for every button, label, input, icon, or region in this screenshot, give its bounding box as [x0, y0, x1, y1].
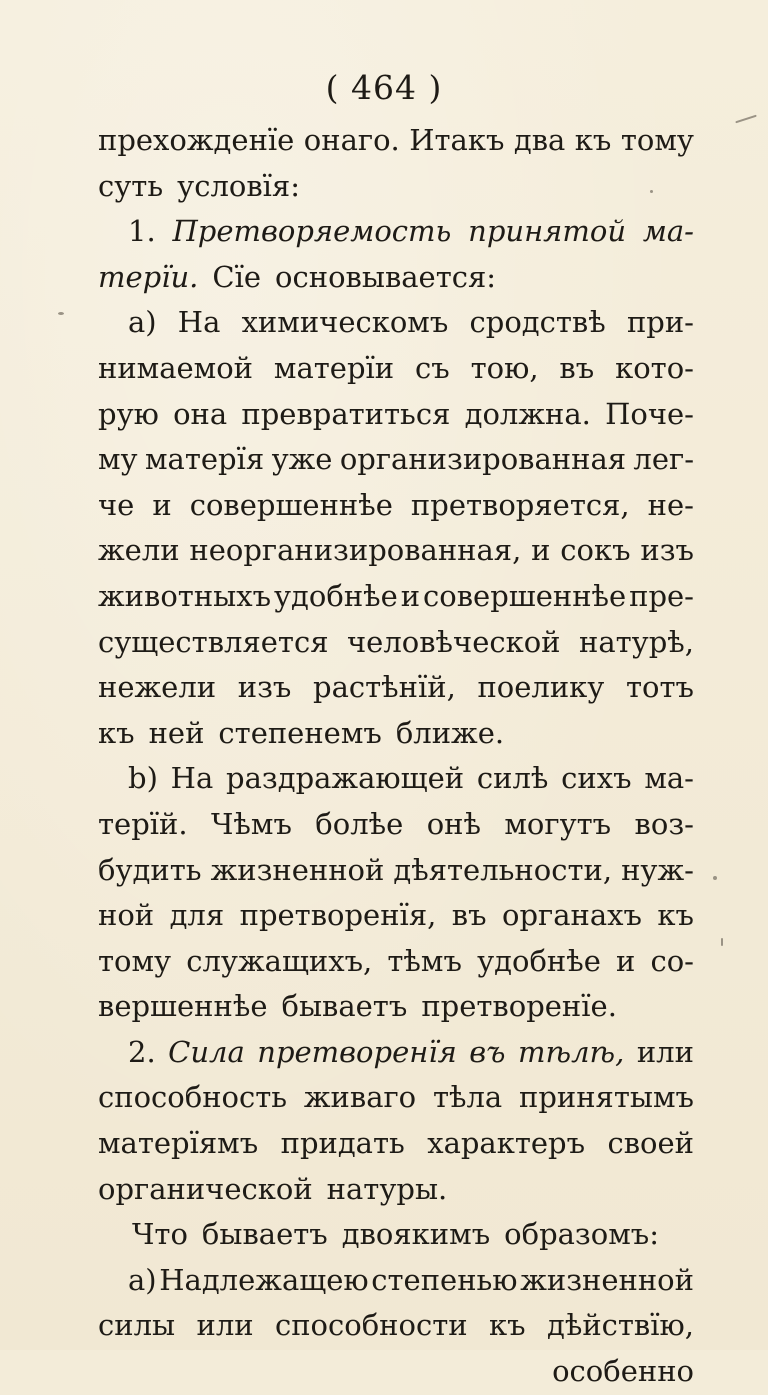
word: условїя:	[177, 168, 300, 203]
text-line	[98, 1030, 694, 1076]
word: 2.	[128, 1034, 156, 1069]
paper-speck	[58, 312, 64, 315]
word: для	[169, 898, 225, 933]
page-number: ( 464 )	[325, 68, 443, 107]
word: бываетъ	[281, 989, 408, 1024]
word: растѣнїй,	[313, 670, 456, 705]
text-line	[98, 711, 694, 757]
word: лег-	[633, 442, 694, 477]
word: жизненной	[210, 852, 385, 887]
word: пре-	[629, 578, 694, 613]
word: и	[152, 487, 172, 522]
word: два	[513, 123, 566, 157]
word: тотъ	[626, 670, 694, 705]
word: особенно	[552, 1354, 694, 1389]
word: образомъ:	[504, 1217, 659, 1252]
word: не-	[647, 487, 694, 522]
word: должна.	[464, 396, 591, 431]
word: сокъ	[560, 533, 631, 568]
word: органахъ	[502, 898, 642, 933]
text-line	[98, 893, 694, 939]
word: вершеннѣе	[98, 989, 268, 1024]
word: основывается:	[275, 259, 497, 294]
text-line	[98, 1212, 694, 1258]
text-line	[98, 802, 694, 848]
word: или	[636, 1034, 694, 1069]
word: при-	[626, 305, 694, 340]
word: матерїи	[273, 350, 395, 385]
text-line	[98, 1258, 694, 1304]
word: и	[616, 943, 636, 978]
word: кото-	[615, 350, 694, 385]
word: ма-	[642, 214, 694, 249]
word: матерїямъ	[98, 1126, 259, 1161]
word: сродствѣ	[469, 305, 606, 340]
word: будить	[98, 852, 202, 887]
word: Претворяемость	[172, 214, 452, 249]
word: и	[400, 578, 421, 613]
text-line	[98, 574, 694, 620]
word: удобнѣе	[273, 578, 398, 613]
word: нуж-	[621, 852, 694, 887]
word: она	[173, 396, 228, 431]
word: натуры.	[326, 1171, 448, 1206]
paper-speck	[650, 190, 653, 193]
word: раздражающей	[226, 761, 465, 796]
text-line	[98, 528, 694, 574]
word: совершеннѣе	[189, 487, 393, 522]
text-line	[98, 620, 694, 666]
word: тѣмъ	[387, 943, 462, 978]
word: животныхъ	[98, 578, 272, 613]
word: суть	[98, 168, 164, 203]
word: нимаемой	[98, 350, 254, 385]
word: уже	[271, 442, 333, 477]
word: къ	[488, 1308, 526, 1343]
body-text	[98, 118, 694, 1395]
text-line	[98, 1075, 694, 1121]
word: дѣятельности,	[393, 852, 613, 887]
word: ней	[148, 715, 205, 750]
text-line	[98, 939, 694, 985]
word: къ	[574, 123, 612, 157]
word: рую	[98, 396, 159, 431]
word: тѣла	[432, 1080, 503, 1115]
word: жели	[98, 533, 180, 568]
word: своей	[607, 1126, 694, 1161]
word: че	[98, 487, 135, 522]
text-line	[98, 848, 694, 894]
word: организированная	[339, 442, 627, 477]
word: въ	[451, 898, 487, 933]
word: способность	[98, 1080, 288, 1115]
word: съ	[415, 350, 450, 385]
word: силы	[98, 1308, 176, 1343]
word: изъ	[237, 670, 292, 705]
word: принятой	[468, 214, 627, 249]
text-line	[98, 665, 694, 711]
word: придать	[280, 1126, 405, 1161]
word: онѣ	[426, 806, 481, 841]
word: натурѣ,	[579, 624, 694, 659]
word: дѣйствїю,	[546, 1308, 694, 1343]
word: удобнѣе	[477, 943, 601, 978]
word: b)	[128, 761, 158, 796]
word: характеръ	[427, 1126, 586, 1161]
word: На	[170, 761, 214, 796]
word: органической	[98, 1171, 313, 1206]
word: претворенїя	[257, 1034, 457, 1069]
word: а)	[128, 1262, 157, 1297]
word: изъ	[640, 533, 694, 568]
text-line	[98, 756, 694, 802]
word: прехожденїе	[98, 123, 295, 157]
word: ной	[98, 898, 155, 933]
word: степенемъ	[218, 715, 382, 750]
text-line	[98, 346, 694, 392]
text-line	[98, 437, 694, 483]
text-line	[98, 1167, 694, 1213]
word: терїй.	[98, 806, 188, 841]
word: въ	[559, 350, 595, 385]
paper-speck	[713, 876, 717, 880]
word: силѣ	[476, 761, 549, 796]
word: способности	[274, 1308, 468, 1343]
word: а)	[128, 305, 157, 340]
word: неорганизированная,	[189, 533, 522, 568]
word: и	[531, 533, 551, 568]
text-line	[98, 984, 694, 1030]
text-line	[98, 164, 694, 210]
word: могутъ	[504, 806, 612, 841]
text-line	[98, 392, 694, 438]
word: На	[177, 305, 221, 340]
word: ближе.	[395, 715, 505, 750]
word: онаго.	[303, 123, 400, 157]
word: двоякимъ	[341, 1217, 491, 1252]
text-line	[98, 1303, 694, 1349]
word: претворяется,	[410, 487, 630, 522]
text-line	[98, 255, 694, 301]
word: претворенїя,	[239, 898, 437, 933]
word: служащихъ,	[186, 943, 373, 978]
paper-speck	[721, 938, 723, 946]
word: Сила	[168, 1034, 245, 1069]
word: терїи.	[98, 259, 199, 294]
word: Надлежащею	[159, 1262, 369, 1297]
word: тому	[98, 943, 172, 978]
word: тою,	[470, 350, 539, 385]
word: тѣлѣ,	[518, 1034, 625, 1069]
word: Итакъ	[409, 123, 505, 157]
word: живаго	[303, 1080, 417, 1115]
word: Сїе	[212, 259, 262, 294]
word: совершеннѣе	[423, 578, 627, 613]
text-line	[98, 209, 694, 255]
paper-speck	[735, 115, 757, 124]
word: поелику	[477, 670, 605, 705]
word: му	[98, 442, 138, 477]
word: бываетъ	[201, 1217, 328, 1252]
word: претворенїе.	[421, 989, 617, 1024]
word: превратиться	[241, 396, 451, 431]
word: химическомъ	[241, 305, 449, 340]
text-line	[98, 1349, 694, 1395]
word: нежели	[98, 670, 217, 705]
word: въ	[469, 1034, 506, 1069]
text-line	[98, 1121, 694, 1167]
word: воз-	[634, 806, 694, 841]
word: болѣе	[315, 806, 404, 841]
word: къ	[98, 715, 135, 750]
word: Поче-	[605, 396, 694, 431]
text-line	[98, 300, 694, 346]
word: 1.	[128, 214, 156, 249]
word: Чѣмъ	[210, 806, 292, 841]
word: матерїя	[145, 442, 265, 477]
word: со-	[650, 943, 694, 978]
text-line	[98, 118, 694, 164]
word: жизненной	[520, 1262, 694, 1297]
word: Что	[132, 1217, 188, 1252]
word: къ	[657, 898, 694, 933]
text-line	[98, 483, 694, 529]
word: степенью	[371, 1262, 518, 1297]
word: ма-	[644, 761, 694, 796]
word: или	[196, 1308, 254, 1343]
word: существляется	[98, 624, 329, 659]
word: принятымъ	[518, 1080, 694, 1115]
word: сихъ	[561, 761, 632, 796]
word: тому	[620, 123, 694, 157]
word: человѣческой	[346, 624, 561, 659]
